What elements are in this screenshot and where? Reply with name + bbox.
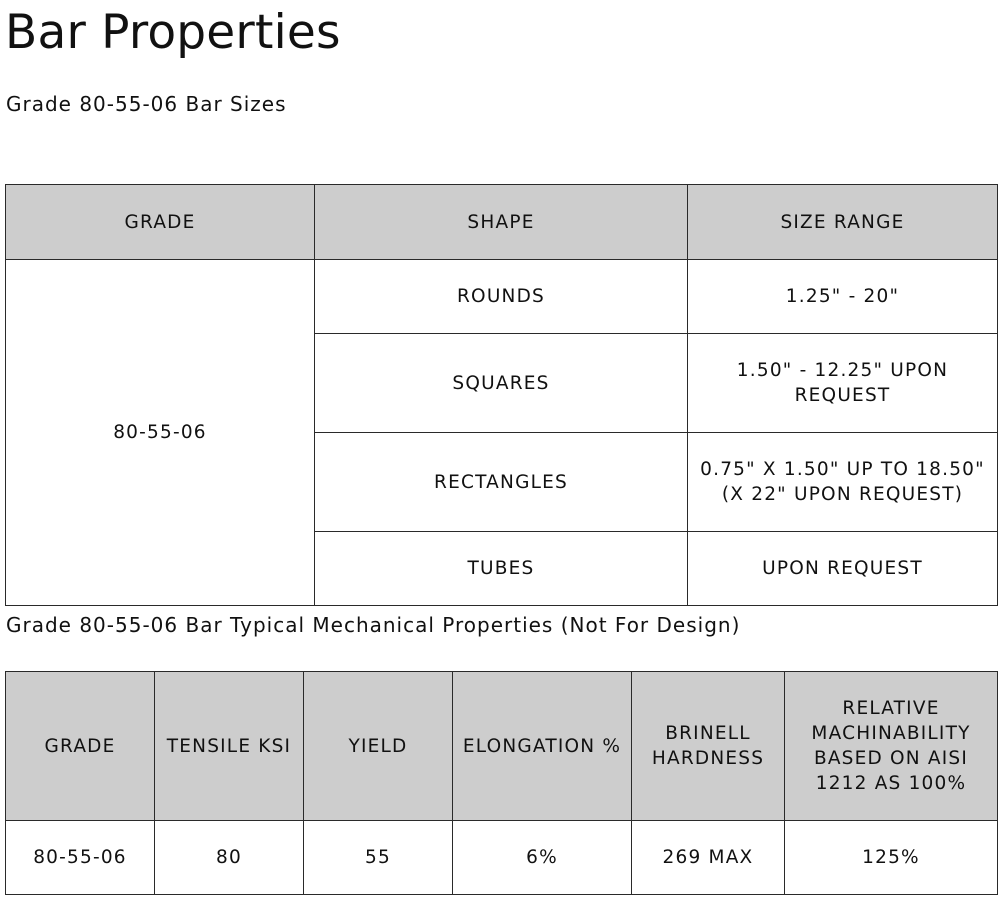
- column-header-brinell-hardness: BRINELL HARDNESS: [632, 672, 785, 821]
- table-header-row: [6, 185, 998, 260]
- column-header-elongation: ELONGATION %: [453, 672, 632, 821]
- column-header-tensile: TENSILE KSI: [155, 672, 304, 821]
- tensile-cell: 80: [155, 821, 304, 895]
- column-header-size-range: SIZE RANGE: [688, 185, 998, 260]
- column-header-shape: SHAPE: [315, 185, 688, 260]
- mechanical-properties-table: [5, 671, 998, 895]
- shape-cell: RECTANGLES: [315, 433, 688, 532]
- shape-cell: SQUARES: [315, 334, 688, 433]
- mechanical-section-heading: Grade 80-55-06 Bar Typical Mechanical Properties (Not For Design): [6, 613, 741, 637]
- size-range-cell: UPON REQUEST: [688, 532, 998, 606]
- table-row: [6, 260, 998, 334]
- column-header-grade: GRADE: [6, 672, 155, 821]
- size-range-cell: 1.25" - 20": [688, 260, 998, 334]
- grade-cell: 80-55-06: [6, 821, 155, 895]
- column-header-relative-machinability: RELATIVE MACHINABILITY BASED ON AISI 1212 AS 100%: [785, 672, 998, 821]
- shape-cell: ROUNDS: [315, 260, 688, 334]
- size-range-cell: 1.50" - 12.25" UPON REQUEST: [688, 334, 998, 433]
- bar-sizes-table: [5, 184, 998, 606]
- grade-cell: 80-55-06: [6, 260, 315, 606]
- sizes-section-heading: Grade 80-55-06 Bar Sizes: [6, 92, 287, 116]
- yield-cell: 55: [304, 821, 453, 895]
- relative-machinability-cell: 125%: [785, 821, 998, 895]
- column-header-yield: YIELD: [304, 672, 453, 821]
- brinell-hardness-cell: 269 MAX: [632, 821, 785, 895]
- column-header-grade: GRADE: [6, 185, 315, 260]
- table-header-row: [6, 672, 998, 821]
- shape-cell: TUBES: [315, 532, 688, 606]
- elongation-cell: 6%: [453, 821, 632, 895]
- table-row: [6, 821, 998, 895]
- page-title: Bar Properties: [5, 5, 341, 60]
- size-range-cell: 0.75" X 1.50" UP TO 18.50" (X 22" UPON REQUEST): [688, 433, 998, 532]
